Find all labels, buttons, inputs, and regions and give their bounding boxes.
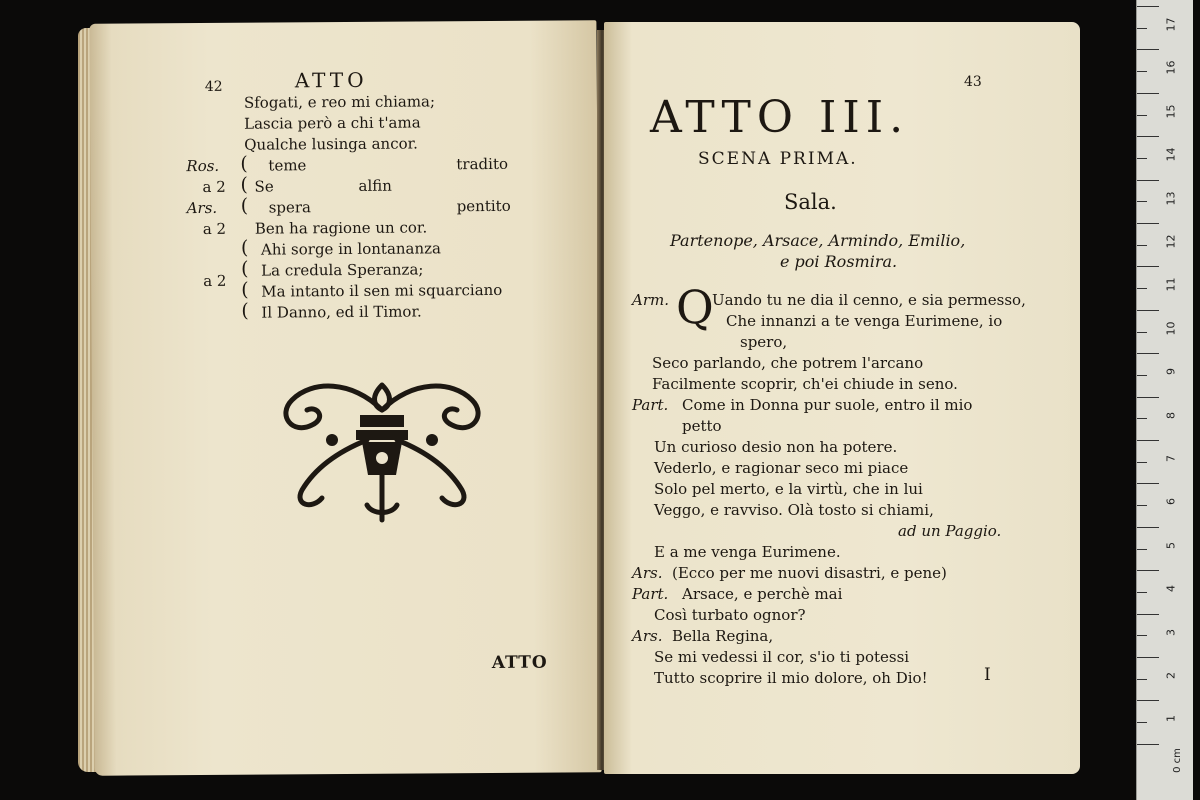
ruler-tick	[1137, 49, 1159, 50]
stage-direction: ad un Paggio.	[898, 522, 1002, 540]
cast-list: e poi Rosmira.	[780, 252, 898, 271]
ruler-number: 9	[1164, 368, 1178, 376]
speaker-label: Part.	[632, 396, 669, 414]
ruler-number: 12	[1164, 234, 1178, 249]
ruler-number: 14	[1164, 147, 1178, 162]
speaker-label: Ars.	[186, 198, 218, 218]
verse-line: Solo pel merto, e la virtù, che in lui	[654, 480, 923, 498]
speaker-label: Ars.	[632, 564, 663, 582]
verse-word: alfin	[358, 176, 392, 195]
verse-line: Uando tu ne dia il cenno, e sia permesso,	[712, 291, 1026, 309]
ruler-tick	[1137, 245, 1147, 246]
verse-word: pentito	[456, 196, 511, 216]
verse-line: Vederlo, e ragionar seco mi piace	[654, 459, 909, 477]
ruler-number: 6	[1164, 498, 1178, 506]
ruler-tick	[1137, 310, 1159, 311]
ruler-tick	[1137, 462, 1147, 463]
brace-glyph: (	[240, 152, 248, 175]
verse-line: Lascia però a chi t'ama	[244, 113, 421, 133]
scene-setting: Sala.	[784, 190, 837, 214]
verse-line: Seco parlando, che potrem l'arcano	[652, 354, 924, 372]
ruler-number: 2	[1164, 672, 1178, 679]
ruler-tick	[1137, 700, 1159, 701]
right-page	[604, 22, 1080, 774]
verse-line: Così turbato ognor?	[654, 606, 806, 624]
ruler-number: 10	[1164, 321, 1178, 336]
ruler-number: 11	[1164, 277, 1178, 292]
verse-line: Tutto scoprire il mio dolore, oh Dio!	[654, 669, 928, 687]
act-title: ATTO III.	[650, 92, 910, 143]
ruler-tick	[1137, 505, 1147, 506]
duet-marker: a 2	[203, 271, 227, 290]
verse-line: Un curioso desio non ha potere.	[654, 438, 898, 456]
ruler-tick	[1137, 570, 1159, 571]
verse-line: Ahi sorge in lontananza	[260, 239, 442, 259]
cast-list: Partenope, Arsace, Armindo, Emilio,	[670, 231, 966, 250]
page-number: 42	[204, 78, 223, 95]
ruler-number: 16	[1164, 60, 1178, 75]
ruler-number: 4	[1164, 585, 1178, 593]
ruler-tick	[1137, 158, 1147, 159]
speaker-label: Ars.	[632, 627, 663, 645]
ruler-number: 1	[1164, 715, 1178, 723]
verse-line: Ma intanto il sen mi squarciano	[261, 280, 503, 301]
ruler-tick	[1137, 744, 1159, 745]
ruler-number: 8	[1164, 411, 1178, 419]
ruler-number: 13	[1164, 191, 1178, 206]
verse-word: Se	[254, 177, 274, 196]
verse-line: Ben ha ragione un cor.	[254, 218, 428, 238]
verse-line: Arsace, e perchè mai	[682, 585, 843, 603]
brace-glyph: (	[241, 257, 249, 280]
running-head: ATTO	[294, 67, 368, 93]
verse-line: petto	[682, 417, 722, 435]
verse-line: Come in Donna pur suole, entro il mio	[682, 396, 973, 414]
brace-glyph: (	[241, 278, 249, 301]
ruler-tick	[1137, 418, 1147, 419]
ruler-tick	[1137, 223, 1159, 224]
ruler-tick	[1137, 288, 1147, 289]
ruler-tick	[1137, 266, 1159, 267]
speaker-label: Arm.	[632, 291, 669, 309]
ruler-tick	[1137, 483, 1159, 484]
ruler-tick	[1137, 722, 1147, 723]
ruler-tick	[1137, 527, 1159, 528]
ruler-tick	[1137, 375, 1147, 376]
brace-glyph: (	[240, 194, 249, 217]
ruler-number: 3	[1164, 628, 1178, 636]
ruler-tick	[1137, 28, 1147, 29]
speaker-label: Part.	[632, 585, 669, 603]
catchword: ATTO	[491, 652, 548, 673]
ruler-number: 17	[1164, 17, 1178, 32]
verse-line: Facilmente scoprir, ch'ei chiude in seno.	[652, 375, 958, 393]
ruler-number: 15	[1164, 104, 1178, 119]
catchword: I	[984, 665, 991, 685]
verse-word: spera	[268, 198, 312, 217]
ruler-tick	[1137, 679, 1147, 680]
ruler-number: 5	[1164, 541, 1178, 549]
ruler-tick	[1137, 657, 1159, 658]
verse-line: La credula Speranza;	[261, 260, 424, 280]
verse-word: tradito	[456, 154, 509, 174]
speaker-label: Ros.	[186, 156, 220, 176]
verse-line: Qualche lusinga ancor.	[244, 134, 418, 154]
verse-line: E a me venga Eurimene.	[654, 543, 841, 561]
ruler-tick	[1137, 93, 1159, 94]
ruler-unit: 0 cm	[1171, 748, 1183, 773]
drop-cap: Q	[676, 280, 714, 334]
ruler-tick	[1137, 180, 1159, 181]
verse-line: spero,	[740, 333, 788, 351]
verse-line: (Ecco per me nuovi disastri, e pene)	[672, 564, 947, 582]
brace-glyph: (	[241, 299, 249, 322]
verse-line: Veggo, e ravviso. Olà tosto si chiami,	[654, 501, 934, 519]
ruler-tick	[1137, 332, 1147, 333]
ruler-tick	[1137, 6, 1159, 7]
ruler-tick	[1137, 115, 1147, 116]
printer-ornament-icon	[272, 370, 492, 530]
page-number: 43	[964, 74, 982, 90]
verse-line: Il Danno, ed il Timor.	[261, 302, 422, 322]
ruler-tick	[1137, 440, 1159, 441]
verse-line: Se mi vedessi il cor, s'io ti potessi	[654, 648, 910, 666]
ruler-tick	[1137, 592, 1147, 593]
ruler-tick	[1137, 353, 1159, 354]
ruler-tick	[1137, 136, 1159, 137]
ruler-tick	[1137, 397, 1159, 398]
measurement-ruler	[1136, 0, 1193, 800]
ruler-tick	[1137, 549, 1147, 550]
verse-line: Bella Regina,	[672, 627, 774, 645]
scene-heading: SCENA PRIMA.	[698, 149, 858, 169]
ruler-number: 7	[1164, 455, 1178, 462]
ruler-tick	[1137, 635, 1147, 636]
verse-word: teme	[268, 156, 307, 175]
brace-glyph: (	[240, 173, 249, 196]
duet-marker: a 2	[202, 177, 226, 196]
duet-marker: a 2	[202, 219, 227, 238]
ruler-tick	[1137, 71, 1147, 72]
brace-glyph: (	[240, 236, 249, 259]
verse-line: Sfogati, e reo mi chiama;	[243, 92, 436, 112]
ruler-tick	[1137, 201, 1147, 202]
verse-line: Che innanzi a te venga Eurimene, io	[726, 312, 1003, 330]
ruler-tick	[1137, 614, 1159, 615]
